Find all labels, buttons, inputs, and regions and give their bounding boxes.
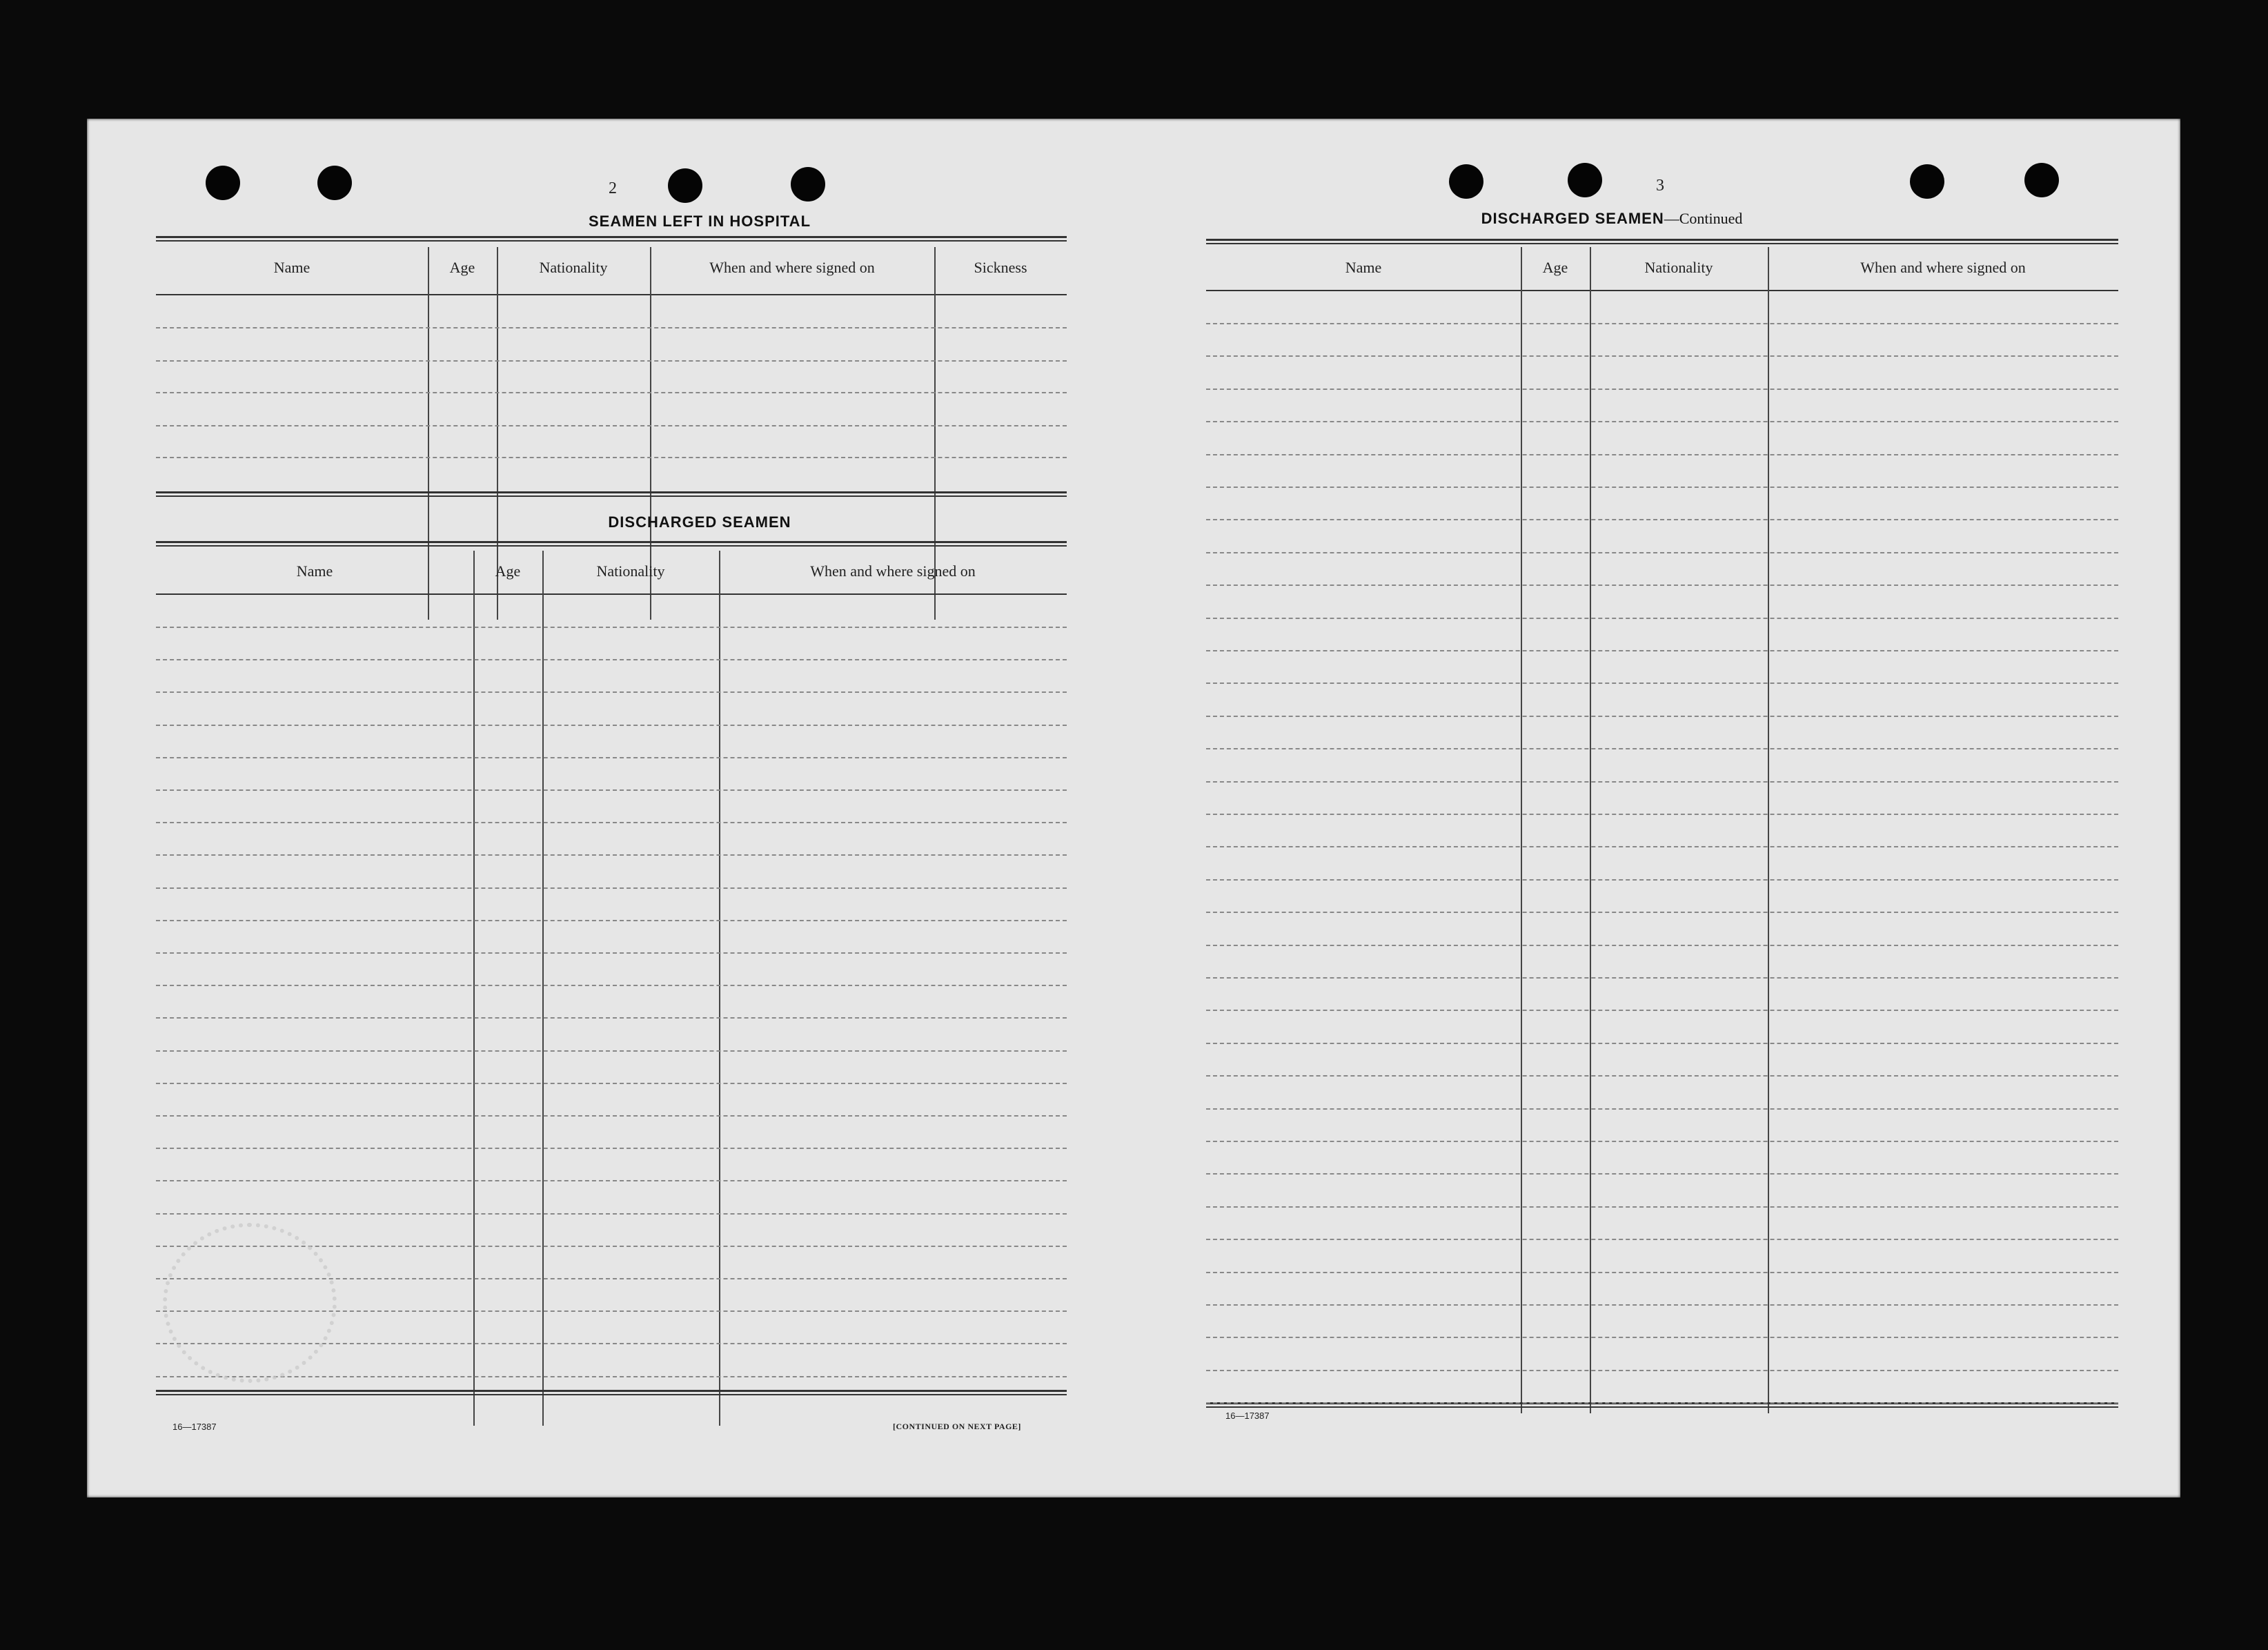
table-row-rule	[156, 1376, 1067, 1377]
table-row-rule	[1206, 945, 2118, 946]
table-row-rule	[1206, 323, 2118, 324]
column-header-name: Name	[1345, 259, 1382, 276]
table-row-rule	[156, 627, 1067, 628]
table-row-rule	[1206, 650, 2118, 651]
table-row-rule	[1206, 519, 2118, 520]
column-header-signed-on: When and where signed on	[1860, 259, 2026, 276]
table-row-rule	[1206, 814, 2118, 815]
table-row-rule	[1206, 846, 2118, 847]
table-row-rule	[156, 1180, 1067, 1181]
table-row-rule	[1206, 1010, 2118, 1011]
table-row-rule	[1206, 879, 2118, 881]
table-row-rule	[1206, 487, 2118, 488]
right-section-title	[1439, 210, 1784, 228]
table-row-rule	[156, 887, 1067, 889]
table-row-rule	[1206, 1304, 2118, 1306]
table-row-rule	[1206, 1173, 2118, 1175]
punch-hole	[206, 166, 240, 200]
table-row-rule	[156, 1115, 1067, 1117]
column-header-signed-on: When and where signed on	[709, 259, 875, 276]
table-row-rule	[156, 920, 1067, 921]
table-row-rule	[1206, 389, 2118, 390]
document-sheet	[87, 119, 2180, 1497]
table-row-rule	[1206, 1206, 2118, 1208]
table-row-rule	[156, 952, 1067, 954]
right-form-number: 16—17387	[1225, 1411, 1270, 1421]
table-row-rule	[1206, 1402, 2118, 1404]
discharged-continued-table	[1206, 239, 2118, 1412]
table-row-rule	[1206, 355, 2118, 357]
table-row-rule	[1206, 1370, 2118, 1371]
table-row-rule	[1206, 618, 2118, 619]
column-header-sickness: Sickness	[974, 259, 1027, 276]
table-row-rule	[156, 1213, 1067, 1215]
table-row-rule	[156, 1017, 1067, 1019]
table-row-rule	[1206, 748, 2118, 749]
table-row-rule	[1206, 1108, 2118, 1110]
left-form-number: 16—17387	[172, 1422, 217, 1432]
table-row-rule	[156, 985, 1067, 986]
right-page-number: 3	[1656, 177, 1664, 195]
table-row-rule	[156, 854, 1067, 856]
faded-stamp	[163, 1223, 337, 1383]
column-header-age: Age	[1542, 259, 1568, 276]
table-row-rule	[156, 822, 1067, 823]
column-header-age: Age	[449, 259, 475, 276]
table-row-rule	[1206, 585, 2118, 586]
table-row-rule	[1206, 1337, 2118, 1338]
punch-hole	[2024, 163, 2059, 197]
table-row-rule	[1206, 977, 2118, 979]
table-row-rule	[156, 757, 1067, 758]
table-row-rule	[156, 725, 1067, 726]
table-row-rule	[1206, 1272, 2118, 1273]
table-row-rule	[1206, 1043, 2118, 1044]
punch-hole	[791, 167, 825, 202]
right-title-suffix: —Continued	[1664, 210, 1743, 227]
table-row-rule	[1206, 682, 2118, 684]
table-row-rule	[1206, 1239, 2118, 1240]
discharged-table-header	[156, 551, 1067, 592]
continued-note: [CONTINUED ON NEXT PAGE]	[893, 1422, 1021, 1431]
column-header-nationality: Nationality	[596, 562, 665, 580]
column-header-name: Name	[296, 562, 333, 580]
punch-hole	[668, 168, 702, 203]
column-header-nationality: Nationality	[539, 259, 608, 276]
table-row-rule	[156, 691, 1067, 693]
table-row-rule	[1206, 1075, 2118, 1077]
punch-hole	[1910, 164, 1944, 199]
column-header-signed-on: When and where signed on	[810, 562, 976, 580]
column-header-age: Age	[495, 562, 521, 580]
table-row-rule	[1206, 716, 2118, 717]
table-row-rule	[156, 1148, 1067, 1149]
table-row-rule	[1206, 552, 2118, 553]
table-row-rule	[1206, 454, 2118, 455]
column-header-name: Name	[273, 259, 310, 276]
punch-hole	[1568, 163, 1602, 197]
table-row-rule	[156, 1083, 1067, 1084]
hospital-table-header	[156, 247, 1067, 288]
hospital-section-title: SEAMEN LEFT IN HOSPITAL	[588, 213, 811, 230]
right-title-main: DISCHARGED SEAMEN	[1481, 210, 1664, 227]
table-row-rule	[1206, 781, 2118, 783]
right-table-header	[1206, 247, 2118, 288]
table-row-rule	[156, 1050, 1067, 1052]
punch-hole	[1449, 164, 1483, 199]
discharged-section-title: DISCHARGED SEAMEN	[608, 513, 791, 531]
table-row-rule	[156, 659, 1067, 660]
table-row-rule	[1206, 1141, 2118, 1142]
table-row-rule	[1206, 912, 2118, 913]
table-row-rule	[156, 789, 1067, 791]
column-header-nationality: Nationality	[1644, 259, 1713, 276]
left-page-number: 2	[609, 179, 617, 197]
table-row-rule	[1206, 421, 2118, 422]
punch-hole	[317, 166, 352, 200]
